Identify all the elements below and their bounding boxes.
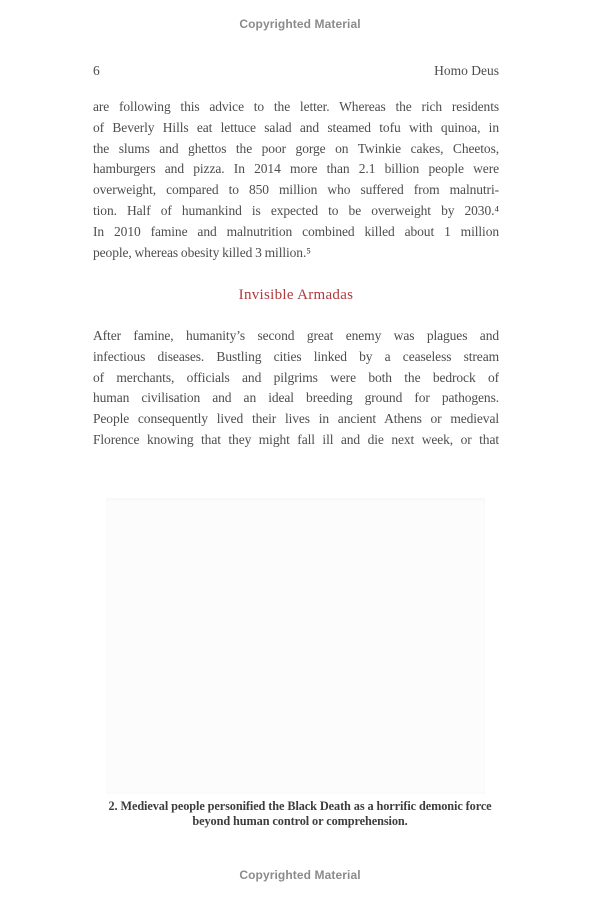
body-line: In 2010 famine and malnutrition combined killed about 1 million [93,223,499,239]
body-line: People consequently lived their lives in ancient Athens or medieval [93,411,499,427]
body-line: tion. Half of humankind is expected to be overweight by 2030.⁴ [93,202,499,218]
figure-caption [90,799,510,828]
body-line: hamburgers and pizza. In 2014 more than 2.1 billion people were [93,161,499,177]
running-header [93,63,499,79]
copyright-notice-bottom: Copyrighted Material [239,868,361,882]
body-line: infectious diseases. Bustling cities linked by a ceaseless stream [93,348,499,364]
section-heading: Invisible Armadas [238,287,354,303]
body-line: of Beverly Hills eat lettuce salad and steamed tofu with quinoa, in [93,119,499,135]
figure-caption-line-1: 2. Medieval people personified the Black Death as a horrific demonic force [108,799,492,813]
figure-caption-line-2: beyond human control or comprehension. [192,813,408,828]
figure-image-washed-out [106,498,485,794]
body-paragraph-2 [93,326,499,451]
body-line: human civilisation and an ideal breeding ground for pathogens. [93,390,499,406]
running-title: Homo Deus [434,63,499,78]
page-number: 6 [93,63,100,78]
body-line: Florence knowing that they might fall ill and die next week, or that [93,431,499,447]
body-line: the slums and ghettos the poor gorge on Twinkie cakes, Cheetos, [93,140,499,156]
body-line: are following this advice to the letter. Whereas the rich residents [93,99,499,114]
body-line: After famine, humanity’s second great enemy was plagues and [93,328,499,343]
copyright-notice-top: Copyrighted Material [239,17,361,31]
body-line: of merchants, officials and pilgrims were both the bedrock of [93,369,499,385]
body-line: people, whereas obesity killed 3 million.⁵ [93,244,311,260]
body-paragraph-1 [93,97,499,263]
body-line: overweight, compared to 850 million who suffered from malnutri- [93,182,499,198]
